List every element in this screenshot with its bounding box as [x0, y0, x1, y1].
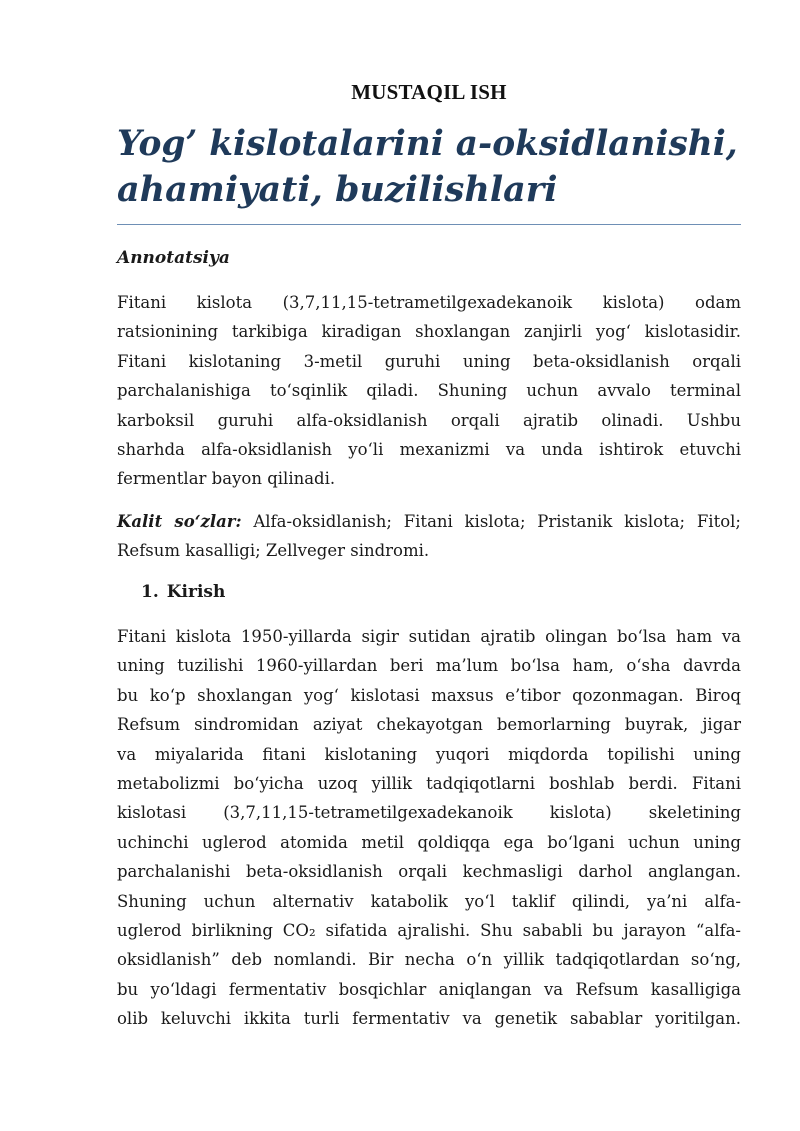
paragraph-line: Fitani kislota 1950-yillarda sigir sutidan ajratib olingan bo‘lsa ham va	[117, 627, 741, 646]
title-line-2: ahamiyati, buzilishlari	[117, 169, 558, 210]
paragraph-line: olib keluvchi ikkita turli fermentativ va genetik sabablar yoritilgan.	[117, 1009, 741, 1029]
paragraph-line: bu yo‘ldagi fermentativ bosqichlar aniqlangan va Refsum kasalligiga	[117, 979, 741, 999]
intro-paragraph	[117, 622, 741, 1033]
keywords-line	[117, 507, 741, 536]
paragraph-line: kislotasi (3,7,11,15-tetrametilgexadekanoik kislota) skeletining	[117, 803, 741, 823]
annotation-heading: Annotatsiya	[117, 248, 230, 268]
keywords-line: Refsum kasalligi; Zellveger sindromi.	[117, 541, 430, 561]
paragraph-line: Shuning uchun alternativ katabolik yo‘l taklif qilindi, ya’ni alfa-	[117, 891, 741, 911]
document-kicker: MUSTAQIL ISH	[351, 80, 507, 104]
paragraph-line: metabolizmi bo‘yicha uzoq yillik tadqiqotlarni boshlab berdi. Fitani	[117, 773, 741, 793]
paragraph-line: fermentlar bayon qilinadi.	[117, 469, 336, 489]
paragraph-line: uning tuzilishi 1960-yillardan beri ma’lum bo‘lsa ham, o‘sha davrda	[117, 656, 741, 676]
paragraph-line: Refsum sindromidan aziyat chekayotgan bemorlarning buyrak, jigar	[117, 715, 741, 735]
paragraph-line: uchinchi uglerod atomida metil qoldiqqa ega bo‘lgani uchun uning	[117, 832, 741, 852]
paragraph-line: oksidlanish” deb nomlandi. Bir necha o‘n yillik tadqiqotlardan so‘ng,	[117, 950, 741, 970]
paragraph-line: parchalanishiga to‘sqinlik qiladi. Shuning uchun avvalo terminal	[117, 381, 741, 401]
keywords-text: Alfa-oksidlanish; Fitani kislota; Pristanik kislota; Fitol;	[241, 512, 741, 531]
paragraph-line: Fitani kislotaning 3-metil guruhi uning beta-oksidlanish orqali	[117, 351, 741, 371]
title-divider	[117, 224, 741, 225]
section-heading-kirish	[141, 582, 765, 602]
paragraph-line: uglerod birlikning CO₂ sifatida ajralishi. Shu sababli bu jarayon “alfa-	[117, 920, 741, 940]
paragraph-line: bu ko‘p shoxlangan yog‘ kislotasi maxsus e’tibor qozonmagan. Biroq	[117, 685, 741, 705]
title-line-1: Yog’ kislotalarini a-oksidlanishi,	[117, 124, 738, 164]
paragraph-line: sharhda alfa-oksidlanish yo‘li mexanizmi va unda ishtirok etuvchi	[117, 439, 741, 459]
document-title	[117, 122, 741, 212]
paragraph-line: va miyalarida fitani kislotaning yuqori miqdorda topilishi uning	[117, 744, 741, 764]
paragraph-line: karboksil guruhi alfa-oksidlanish orqali ajratib olinadi. Ushbu	[117, 410, 741, 430]
keywords-paragraph	[117, 507, 741, 566]
paragraph-line: Fitani kislota (3,7,11,15-tetrametilgexadekanoik kislota) odam	[117, 293, 741, 312]
paragraph-line: ratsionining tarkibiga kiradigan shoxlangan zanjirli yog‘ kislotasidir.	[117, 322, 741, 342]
section-title: Kirish	[166, 582, 226, 602]
section-number: 1.	[141, 582, 159, 602]
keywords-label: Kalit so‘zlar:	[117, 512, 242, 531]
annotation-paragraph	[117, 288, 741, 494]
paragraph-line: parchalanishi beta-oksidlanish orqali kechmasligi darhol anglangan.	[117, 862, 741, 882]
